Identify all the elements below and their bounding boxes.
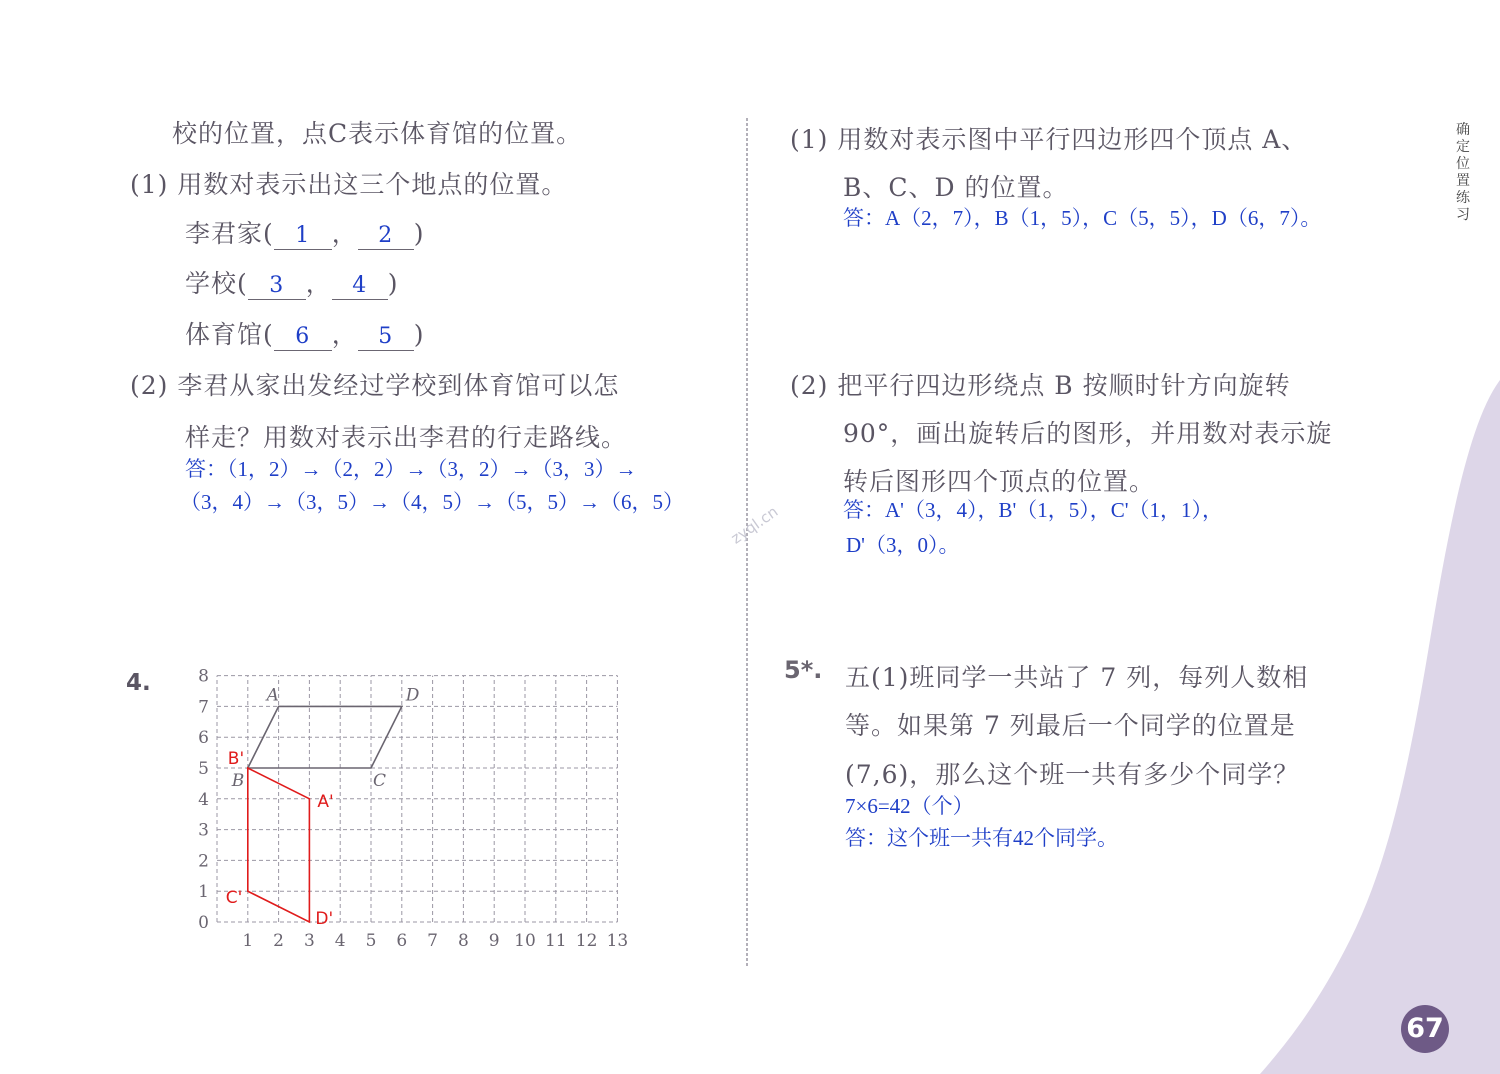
home-x-answer: 1 (274, 223, 332, 250)
x-tick-label: 12 (575, 931, 598, 951)
x-tick-label: 6 (396, 931, 408, 951)
right-question-2-line1: (2) 把平行四边形绕点 B 按顺时针方向旋转 (790, 371, 1291, 400)
coordinate-grid (190, 664, 630, 954)
y-tick-label: 5 (198, 759, 209, 779)
place-row-home (185, 214, 425, 250)
y-tick-label: 1 (198, 882, 209, 903)
rotated-vertex-label: A' (317, 791, 334, 812)
chapter-side-label: 确 定 位 置 练 习 (1456, 122, 1470, 223)
right-question-2-answer-line2: D'（3，0）。 (846, 533, 960, 557)
right-question-2-line2: 90°，画出旋转后的图形，并用数对表示旋 (843, 419, 1333, 448)
vertex-label-c: C (373, 771, 387, 791)
vertex-label-a: A (266, 685, 279, 706)
right-question-2-line3: 转后图形四个顶点的位置。 (843, 467, 1156, 496)
y-tick-label: 0 (198, 913, 209, 933)
x-tick-label: 3 (303, 931, 315, 951)
y-tick-label: 6 (198, 728, 209, 749)
question-5-line2: 等。如果第 7 列最后一个同学的位置是 (845, 711, 1296, 740)
comma: ， (331, 320, 358, 349)
school-x-answer: 3 (248, 273, 306, 300)
home-y-answer: 2 (358, 223, 414, 250)
rotated-vertex-label: B' (227, 749, 245, 769)
question-5-line3: (7,6)，那么这个班一共有多少个同学？ (845, 760, 1300, 789)
left-answer-line1: 答：（1，2）→（2，2）→（3，2）→（3，3）→ (185, 457, 637, 481)
question-5-calculation: 7×6=42（个） (845, 794, 974, 818)
page-number: 67 (1401, 1005, 1449, 1053)
place-label: 学校( (185, 269, 248, 298)
x-tick-label: 5 (365, 931, 377, 951)
school-y-answer: 4 (332, 273, 388, 300)
x-tick-label: 9 (488, 931, 500, 951)
paren-close: ) (413, 219, 425, 248)
left-question-2-line1: (2) 李君从家出发经过学校到体育馆可以怎 (130, 371, 620, 400)
comma: ， (331, 219, 358, 248)
place-label: 体育馆( (185, 320, 274, 349)
x-tick-label: 1 (242, 931, 254, 951)
place-label: 李君家( (185, 219, 274, 248)
comma: ， (305, 269, 332, 298)
paren-close: ) (413, 320, 425, 349)
question-4-number: 4. (126, 670, 151, 696)
x-tick-label: 10 (514, 931, 536, 951)
question-5-answer: 答：这个班一共有42个同学。 (845, 826, 1118, 850)
y-tick-label: 4 (198, 789, 209, 810)
place-row-school (185, 264, 399, 300)
left-intro-text: 校的位置，点C表示体育馆的位置。 (172, 119, 583, 148)
right-question-1-answer: 答：A（2，7），B（1，5），C（5，5），D（6，7）。 (843, 206, 1322, 230)
paren-close: ) (387, 269, 399, 298)
y-tick-label: 8 (198, 666, 209, 687)
y-tick-label: 3 (198, 820, 209, 841)
gym-y-answer: 5 (358, 324, 414, 351)
vertex-label-d: D (405, 685, 420, 706)
rotated-vertex-label: D' (315, 909, 334, 929)
watermark: zyql.cn (727, 502, 782, 548)
y-tick-label: 2 (198, 851, 209, 872)
right-question-1-line2: B、C、D 的位置。 (843, 173, 1069, 202)
right-question-2-answer-line1: 答：A'（3，4），B'（1，5），C'（1，1）， (843, 498, 1224, 522)
left-question-2-line2: 样走？用数对表示出李君的行走路线。 (185, 423, 628, 452)
left-question-1: (1) 用数对表示出这三个地点的位置。 (130, 170, 568, 199)
question-5-line1: 五(1)班同学一共站了 7 列，每列人数相 (845, 663, 1309, 692)
x-tick-label: 7 (427, 931, 439, 951)
right-question-1-line1: (1) 用数对表示图中平行四边形四个顶点 A、 (790, 125, 1308, 154)
left-answer-line2: （3，4）→（3，5）→（4，5）→（5，5）→（6，5） (180, 490, 684, 514)
x-tick-label: 4 (334, 931, 346, 951)
question-5-number: 5*. (784, 656, 823, 684)
y-tick-label: 7 (198, 697, 209, 718)
x-tick-label: 11 (544, 931, 567, 951)
x-tick-label: 2 (273, 931, 285, 951)
gym-x-answer: 6 (274, 324, 332, 351)
x-tick-label: 8 (457, 931, 469, 951)
page-divider (744, 118, 750, 968)
vertex-label-b: B (231, 771, 245, 791)
x-tick-label: 13 (606, 931, 629, 951)
place-row-gym (185, 315, 425, 351)
rotated-vertex-label: C' (225, 888, 243, 909)
